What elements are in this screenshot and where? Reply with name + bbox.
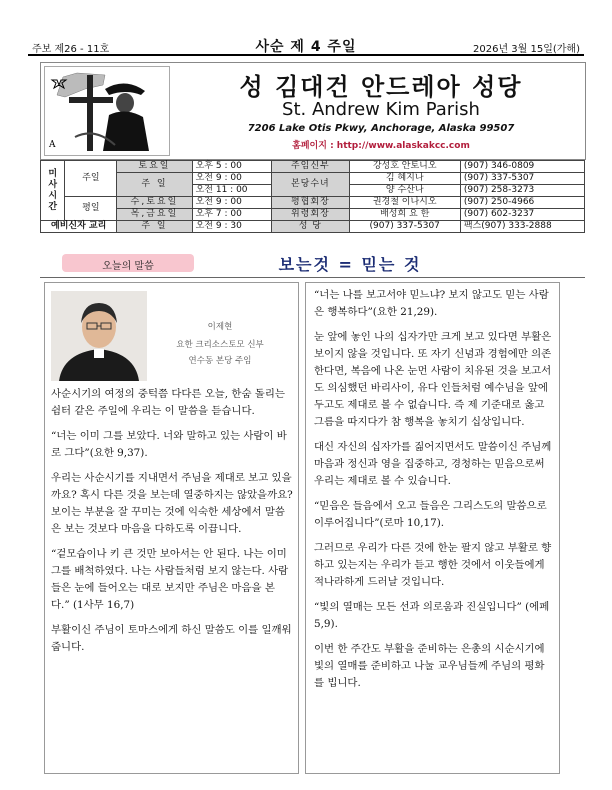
weekday-label: 평일 [65, 197, 117, 221]
mass-schedule-table [40, 160, 585, 233]
schedule-day: 주 일 [117, 221, 192, 233]
todays-word-label: 오늘의 말씀 [102, 261, 154, 272]
table-row [41, 161, 585, 173]
contact-phone: (907) 602-3237 [460, 209, 584, 221]
schedule-day: 수,토요일 [117, 197, 192, 209]
parish-phone: (907) 337-5307 [349, 221, 460, 233]
parish-website[interactable]: 홈페이지 : http://www.alaskakcc.com [292, 141, 470, 151]
homily-text-left [51, 386, 293, 664]
contact-role: 평협회장 [272, 197, 349, 209]
contact-role: 본당수녀 [272, 173, 349, 197]
contact-name: 김 혜지나 [349, 173, 460, 185]
contact-name: 권경철 이나시오 [349, 197, 460, 209]
schedule-time: 오후 5 : 00 [192, 161, 272, 173]
schedule-day: 주 일 [117, 173, 192, 197]
homily-right-column [305, 282, 560, 774]
contact-phone: (907) 346-0809 [460, 161, 584, 173]
parish-masthead [40, 62, 586, 160]
author-name: 이제현 [207, 322, 233, 332]
homily-title: 보는것 = 믿는 것 [278, 255, 422, 274]
sunday-label: 주일 [65, 161, 117, 197]
sunday-title: 사순 제 4 주일 [255, 39, 357, 55]
schedule-time: 오전 9 : 00 [192, 173, 272, 185]
author-photo [51, 291, 147, 381]
paragraph: “너는 나를 보고서야 믿느냐? 보지 않고도 믿는 사람은 행복하다”(요한 21,29). [314, 289, 549, 318]
svg-text:A: A [49, 140, 56, 150]
parish-name-korean: 성 김대건 안드레아 성당 [239, 73, 523, 101]
paragraph: 사순시기의 여정의 중턱쯤 다다른 오늘, 한숨 돌리는 쉼터 같은 주일에 우리는 이 말씀을 듣습니다. [51, 388, 285, 417]
issue-number: 주보 제26 - 11호 [32, 44, 110, 55]
issue-date: 2026년 3월 15일(가해) [473, 44, 580, 55]
contact-phone: (907) 337-5307 [460, 173, 584, 185]
schedule-time: 오후 7 : 00 [192, 209, 272, 221]
schedule-day: 목,금요일 [117, 209, 192, 221]
contact-role: 주임신부 [272, 161, 349, 173]
table-row [41, 209, 585, 221]
divider [40, 277, 585, 278]
contact-role: 위령회장 [272, 209, 349, 221]
parish-address: 7206 Lake Otis Pkwy, Anchorage, Alaska 99507 [247, 123, 515, 134]
contact-name: 배성희 요 한 [349, 209, 460, 221]
contact-name: 양 수산나 [349, 185, 460, 197]
mass-times-label: 미 사 시 간 [41, 161, 65, 221]
homily-left-column [44, 282, 299, 774]
parish-fax: 팩스(907) 333-2888 [460, 221, 584, 233]
table-row [41, 197, 585, 209]
schedule-time: 오전 9 : 30 [192, 221, 272, 233]
author-title: 요한 크리소스토모 신부 [176, 340, 264, 350]
issue-header [28, 34, 584, 56]
contact-role: 성 당 [272, 221, 349, 233]
todays-word-banner [40, 248, 585, 278]
catechumen-label: 예비신자 교리 [41, 221, 117, 233]
table-row [41, 221, 585, 233]
paragraph: 이번 한 주간도 부활을 준비하는 은총의 시순시기에 빛의 열매를 준비하고 나눌 교우님들께 주님의 평화를 빕니다. [314, 643, 545, 689]
schedule-day: 토요일 [117, 161, 192, 173]
table-row [41, 173, 585, 185]
schedule-time: 오전 11 : 00 [192, 185, 272, 197]
parish-name-english: St. Andrew Kim Parish [282, 99, 480, 120]
paragraph: “너는 이미 그를 보았다. 너와 말하고 있는 사람이 바로 그다”(요한 9,37). [51, 430, 287, 459]
paragraph: 우리는 사순시기를 지내면서 주님을 제대로 보고 있을까요? 혹시 다른 것을 보는데 열중하지는 않았을까요? 보이는 부분을 잘 꾸미는 것에 익숙한 세상에서 말씀은 보는 것보다 마음을 다하도록 이끕니다. [51, 472, 293, 535]
paragraph: 대신 자신의 십자가를 짊어지면서도 말씀이신 주님께 마음과 정신과 영을 집중하고, 경청하는 믿음으로써 우리는 제대로 볼 수 있습니다. [314, 441, 552, 487]
homily-text-right [314, 287, 554, 700]
parish-logo [44, 66, 170, 156]
paragraph: “믿음은 들음에서 오고 들음은 그리스도의 말씀으로 이루어집니다”(로마 10,17). [314, 500, 547, 529]
paragraph: “빛의 열매는 모든 선과 의로움과 진실입니다” (에페 5,9). [314, 601, 550, 630]
paragraph: 눈 앞에 놓인 나의 십자가만 크게 보고 있다면 부활은 보이지 않을 것입니다. 또 자기 신념과 경험에만 의존한다면, 복음에 나온 눈먼 사람이 치유된 것을 보고서도 의심했던 바리사이, 유다 인들처럼 예수님을 앞에 두고도 제대로 볼 수 없습니다. 즉 제 기준대로 옳고 그름을 따지다가 참 행복을 놓치기 십상입니다. [314, 331, 552, 428]
schedule-time: 오전 9 : 00 [192, 197, 272, 209]
contact-phone: (907) 250-4966 [460, 197, 584, 209]
contact-name: 강성호 안토니오 [349, 161, 460, 173]
contact-phone: (907) 258-3273 [460, 185, 584, 197]
paragraph: “겉모습이나 키 큰 것만 보아서는 안 된다. 나는 이미 그를 배척하였다. 나는 사람들처럼 보지 않는다. 사람들은 눈에 들어오는 대로 보지만 주님은 마음을 본다.” (1사무 16,7) [51, 548, 289, 611]
paragraph: 그러므로 우리가 다른 것에 한눈 팔지 않고 부활로 향하고 있는지는 우리가 듣고 행한 것에서 이웃들에게 적나라하게 드러날 것입니다. [314, 542, 552, 588]
todays-word-ribbon [62, 254, 194, 272]
author-parish: 연수동 본당 주임 [188, 356, 252, 366]
paragraph: 부활이신 주님이 토마스에게 하신 말씀도 이를 일깨워줍니다. [51, 624, 292, 653]
